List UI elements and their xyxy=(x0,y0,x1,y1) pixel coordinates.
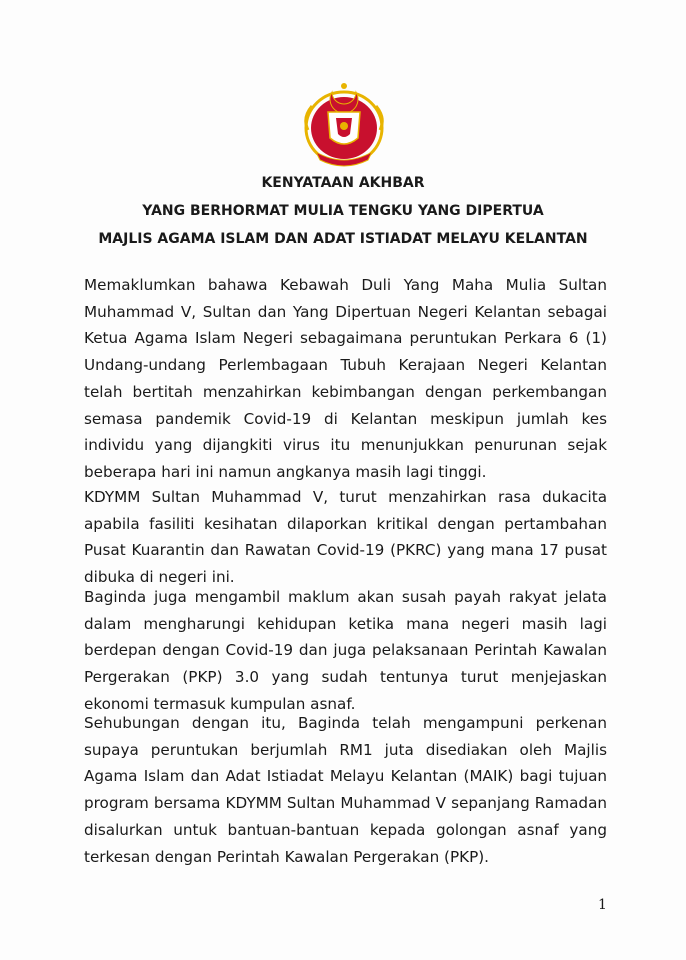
paragraph-4: Sehubungan dengan itu, Baginda telah mengampuni perkenan supaya peruntukan berjumlah RM1 juta disediakan oleh Majlis Agama Islam dan Adat Istiadat Melayu Kelantan (MAIK) bagi tujuan program bersama KDYMM Sultan Muhammad V sepanjang Ramadan disalurkan untuk bantuan-bantuan kepada golongan asnaf yang terkesan dengan Perintah Kawalan Pergerakan (PKP). xyxy=(84,714,607,866)
page-number: 1 xyxy=(598,897,607,913)
heading-line-2: YANG BERHORMAT MULIA TENGKU YANG DIPERTUA xyxy=(142,203,544,219)
heading-line-1: KENYATAAN AKHBAR xyxy=(261,175,425,191)
paragraph-1: Memaklumkan bahawa Kebawah Duli Yang Maha Mulia Sultan Muhammad V, Sultan dan Yang Dipertuan Negeri Kelantan sebagai Ketua Agama Islam Negeri sebagaimana peruntukan Perkara 6 (1) Undang-undang Perlembagaan Tubuh Kerajaan Negeri Kelantan telah bertitah menzahirkan kebimbangan dengan perkembangan semasa pandemik Covid-19 di Kelantan meskipun jumlah kes individu yang dijangkiti virus itu menunjukkan penurunan sejak beberapa hari ini namun angkanya masih lagi tinggi. xyxy=(84,276,607,481)
paragraph-2: KDYMM Sultan Muhammad V, turut menzahirkan rasa dukacita apabila fasiliti kesihatan dilaporkan kritikal dengan pertambahan Pusat Kuarantin dan Rawatan Covid-19 (PKRC) yang mana 17 pusat dibuka di negeri ini. xyxy=(84,488,607,587)
state-crest-icon xyxy=(296,78,392,170)
heading-line-3: MAJLIS AGAMA ISLAM DAN ADAT ISTIADAT MELAYU KELANTAN xyxy=(98,231,588,247)
paragraph-3: Baginda juga mengambil maklum akan susah payah rakyat jelata dalam mengharungi kehidupan ketika mana negeri masih lagi berdepan dengan Covid-19 dan juga pelaksanaan Perintah Kawalan Pergerakan (PKP) 3.0 yang sudah tentunya turut menjejaskan ekonomi termasuk kumpulan asnaf. xyxy=(84,588,607,713)
